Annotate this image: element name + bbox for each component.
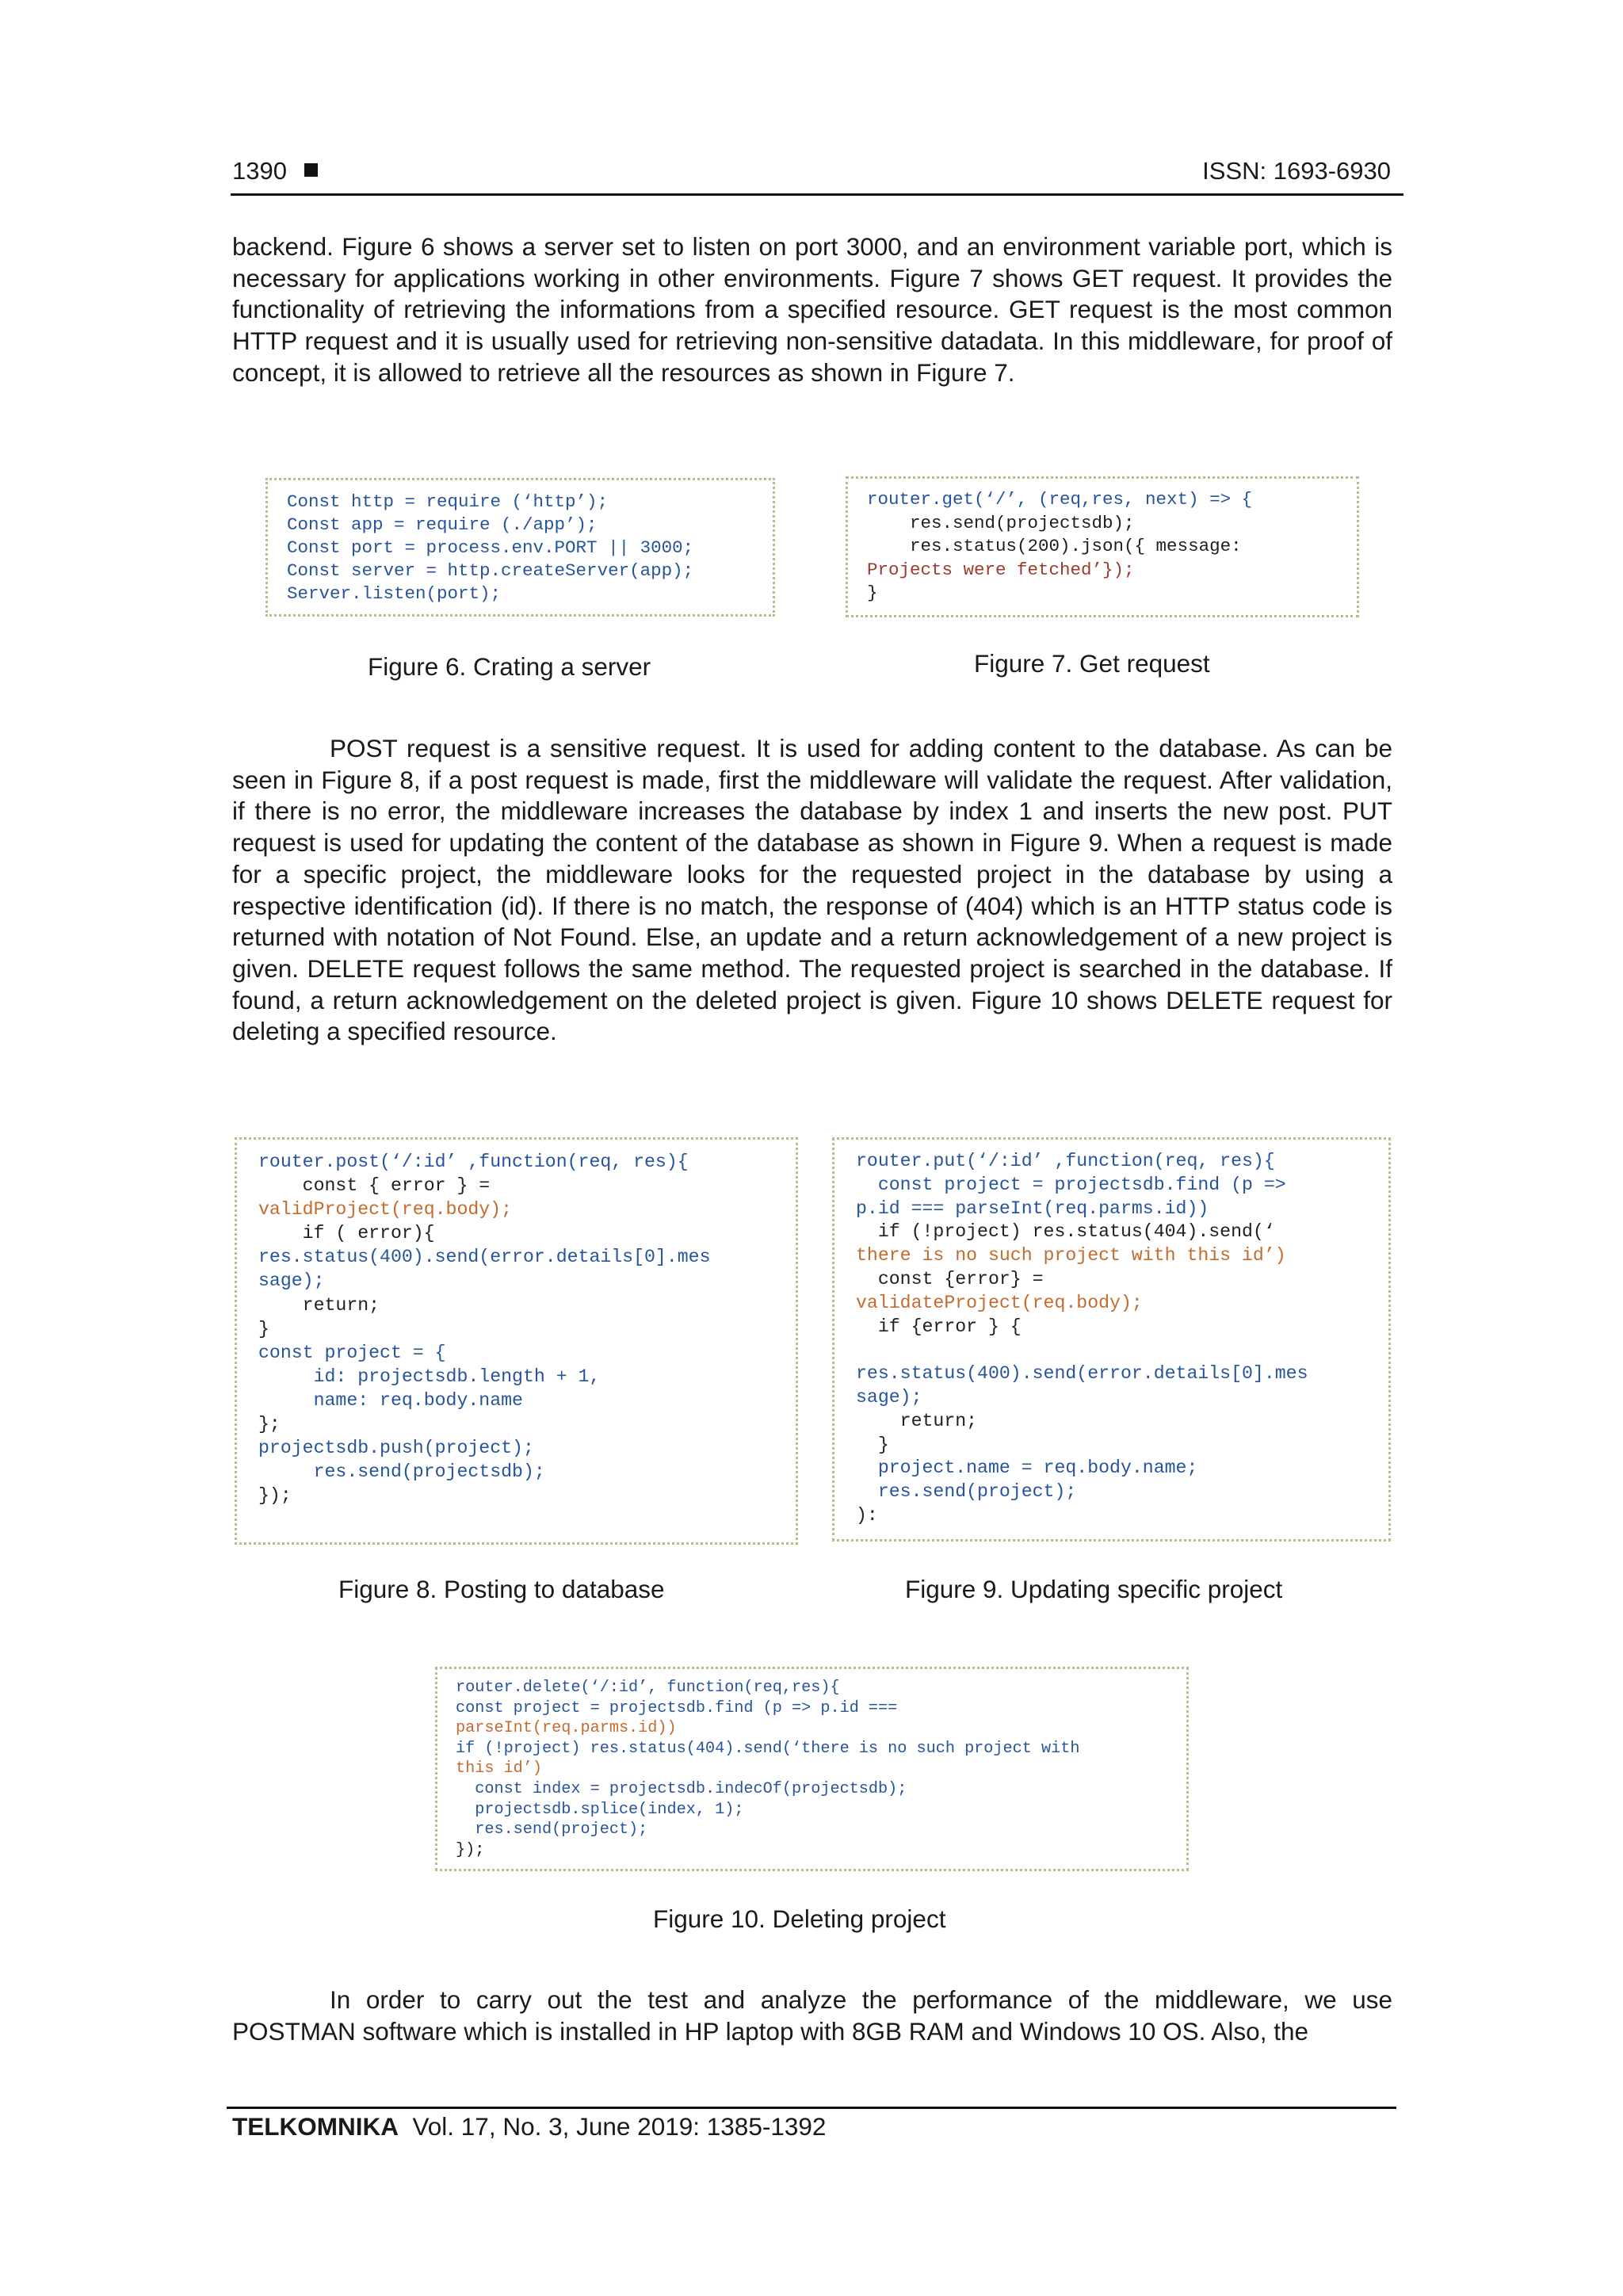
code-line: const { error } = (258, 1175, 491, 1197)
figure-8-code-box (235, 1137, 798, 1545)
paragraph-text: POST request is a sensitive request. It is used for adding content to the database. As can be seen in Figure 8, if a post request is made, first the middleware will validate the request. After validation, if there is no error, the middleware increases the database by index 1 and inserts the new post. PUT request is used for updating the content of the database as shown in Figure 9. When a request is made for a specific project, the middleware looks for the requested project in the database by using a respective identification (id). If there is no match, the response of (404) which is an HTTP status code is returned with notation of Not Found. Else, an update and a return acknowledgement of a new project is given. DELETE request follows the same method. The requested project is searched in the database. If found, a return acknowledgement on the deleted project is given. Figure 10 shows DELETE request for deleting a specified resource. (232, 734, 1392, 1046)
code-line: projectsdb.splice(index, 1); (456, 1800, 744, 1819)
code-line: res.send(project); (856, 1481, 1077, 1503)
code-block (287, 491, 773, 606)
code-line: const project = { (258, 1342, 446, 1363)
code-line: parseInt(req.parms.id)) (456, 1719, 677, 1738)
code-line: if (!project) res.status(404).send(‘ (856, 1221, 1275, 1243)
code-line: if {error } { (856, 1316, 1022, 1337)
figure-9-code-box (832, 1137, 1391, 1541)
code-block (258, 1150, 796, 1507)
code-line: if (!project) res.status(404).send(‘there is no such project with (456, 1739, 1080, 1758)
code-line: }; (258, 1414, 281, 1435)
code-line: const project = projectsdb.find (p => p.id === (456, 1698, 898, 1717)
page-footer (232, 2112, 826, 2141)
code-line: id: projectsdb.length + 1, (258, 1366, 601, 1387)
page-number: 1390 (232, 157, 287, 185)
code-line: sage); (258, 1270, 325, 1292)
code-line: Const port = process.env.PORT || 3000; (287, 537, 694, 558)
code-line: Projects were fetched’}); (867, 559, 1135, 580)
code-line: projectsdb.push(project); (258, 1438, 534, 1459)
figure-10-caption: Figure 10. Deleting project (653, 1904, 946, 1933)
figure-6-code-box (265, 478, 775, 617)
code-line: if ( error){ (258, 1223, 435, 1244)
code-line: } (867, 583, 878, 603)
figure-9-caption: Figure 9. Updating specific project (905, 1575, 1283, 1603)
figure-8-caption: Figure 8. Posting to database (338, 1575, 665, 1603)
code-block (867, 488, 1357, 606)
code-line: router.get(‘/’, (req,res, next) => { (867, 489, 1253, 510)
code-line: sage); (856, 1386, 922, 1408)
code-line: Server.listen(port); (287, 583, 502, 604)
body-paragraph-2 (232, 733, 1392, 1048)
code-line (856, 1339, 1388, 1362)
code-line: project.name = req.body.name; (856, 1457, 1198, 1479)
page-header-left (232, 157, 318, 185)
code-line: const index = projectsdb.indecOf(projectsdb); (456, 1779, 907, 1798)
code-line: } (258, 1318, 269, 1339)
code-line: router.delete(‘/:id’, function(req,res){ (456, 1679, 840, 1697)
code-line: Const http = require (‘http’); (287, 491, 609, 512)
code-line: res.status(400).send(error.details[0].mes (856, 1363, 1308, 1385)
code-line: const {error} = (856, 1268, 1044, 1289)
code-line: } (856, 1434, 889, 1455)
code-line: validProject(req.body); (258, 1199, 513, 1221)
code-line: res.send(project); (456, 1820, 648, 1839)
code-line: router.post(‘/:id’ ,function(req, res){ (258, 1152, 689, 1172)
code-line: return; (258, 1294, 380, 1316)
figure-7-code-box (846, 476, 1359, 617)
body-paragraph-1 (232, 231, 1392, 389)
code-block (456, 1678, 1186, 1860)
code-line: return; (856, 1410, 978, 1431)
figure-10-code-box (435, 1667, 1189, 1871)
paragraph-text: In order to carry out the test and analyze the performance of the middleware, we use POSTMAN software which is installed in HP laptop with 8GB RAM and Windows 10 OS. Also, the (232, 1985, 1392, 2046)
journal-name: TELKOMNIKA (232, 2112, 399, 2141)
code-line: router.put(‘/:id’ ,function(req, res){ (856, 1151, 1275, 1171)
code-line: res.send(projectsdb); (258, 1461, 545, 1483)
code-line: const project = projectsdb.find (p => (856, 1174, 1286, 1195)
footer-rule (227, 2107, 1396, 2109)
issn-label: ISSN: 1693-6930 (1202, 157, 1391, 185)
square-bullet-icon (304, 163, 318, 177)
code-line: Const server = http.createServer(app); (287, 560, 694, 581)
paragraph-text: backend. Figure 6 shows a server set to listen on port 3000, and an environment variable port, which is necessary for applications working in other environments. Figure 7 shows GET request. It provides the functionality of retrieving the informations from a specified resource. GET request is the most common HTTP request and it is usually used for retrieving non-sensitive datadata. In this middleware, for proof of concept, it is allowed to retrieve all the resources as shown in Figure 7. (232, 232, 1392, 387)
code-line: validateProject(req.body); (856, 1292, 1143, 1313)
code-line: res.status(200).json({ message: (867, 536, 1242, 556)
code-line: this id’) (456, 1759, 543, 1778)
figure-7-caption: Figure 7. Get request (974, 649, 1210, 678)
journal-citation: Vol. 17, No. 3, June 2019: 1385-1392 (412, 2112, 827, 2141)
code-line: Const app = require (./app’); (287, 514, 598, 535)
code-line: res.send(projectsdb); (867, 512, 1135, 533)
code-block (856, 1150, 1388, 1528)
code-line: }); (258, 1485, 292, 1507)
code-line: there is no such project with this id’) (856, 1245, 1286, 1266)
code-line: p.id === parseInt(req.parms.id)) (856, 1198, 1209, 1219)
body-paragraph-3 (232, 1985, 1392, 2047)
header-rule (231, 193, 1403, 196)
code-line: ): (856, 1504, 878, 1526)
figure-6-caption: Figure 6. Crating a server (368, 652, 651, 681)
code-line: }); (456, 1840, 485, 1859)
code-line: name: req.body.name (258, 1389, 523, 1411)
code-line: res.status(400).send(error.details[0].mes (258, 1247, 711, 1268)
